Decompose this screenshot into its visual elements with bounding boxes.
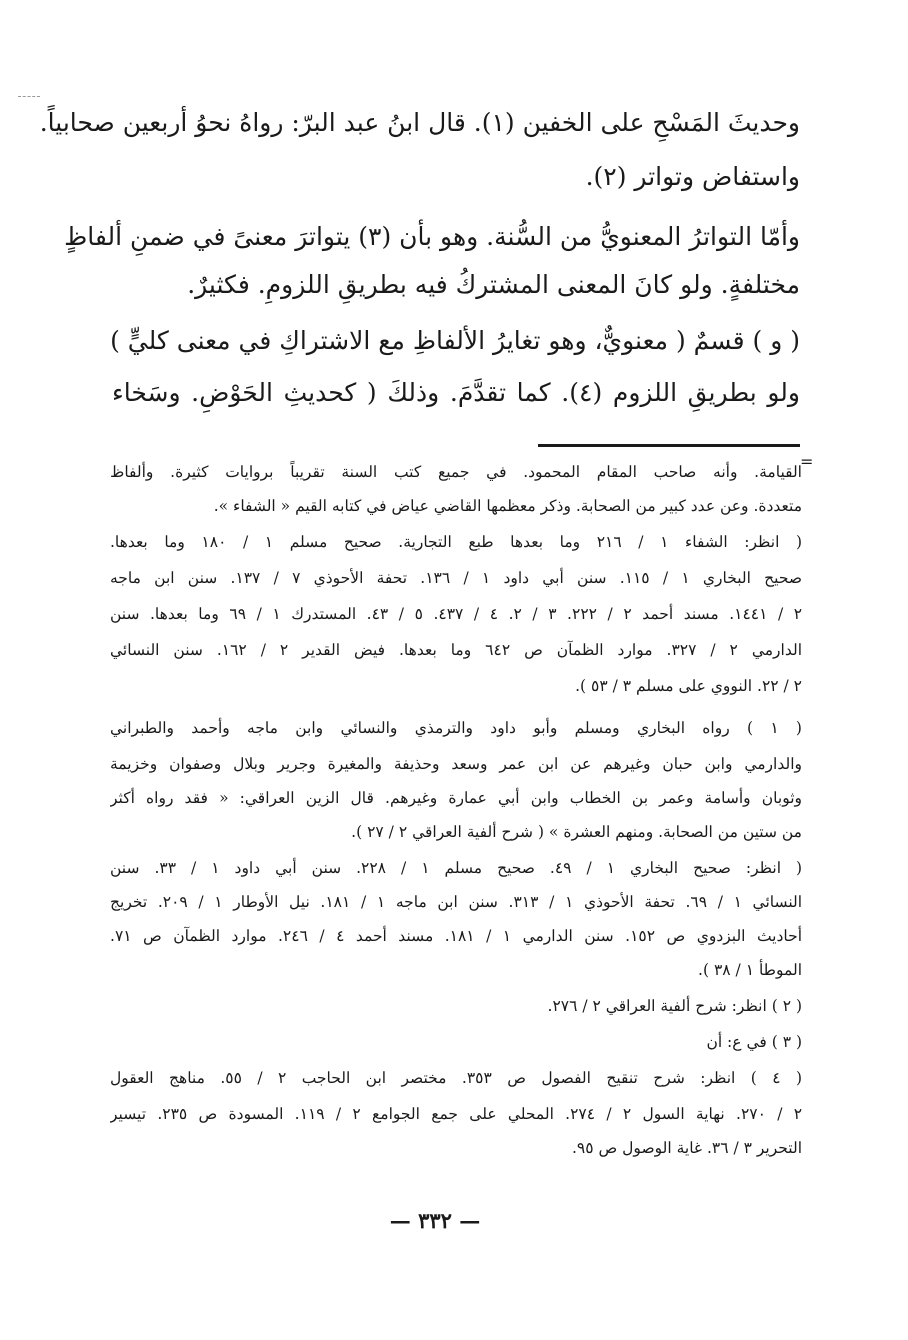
footnote-line: ( ٤ ) انظر: شرح تنقيح الفصول ص ٣٥٣. مختصر ابن الحاجب ٢ / ٥٥. مناهج العقول — [110, 1069, 802, 1087]
footnote-line: القيامة. وأنه صاحب المقام المحمود. في جميع كتب السنة تقريباً بروايات كثيرة. وألفاظ — [110, 463, 802, 481]
footnote-line: ( ٣ ) في ع: أن — [706, 1033, 802, 1051]
footnote-line: ٢ / ٢٢. النووي على مسلم ٣ / ٥٣ ). — [575, 677, 802, 695]
footnote-line: وثوبان وأسامة وعمر بن الخطاب وابن أبي عمارة وغيرهم. قال الزين العراقي: « فقد رواه أكثر — [110, 789, 802, 807]
footnote-continuation-mark: = — [800, 452, 814, 471]
footnote-line: صحيح البخاري ١ / ١١٥. سنن أبي داود ١ / ١٣٦. تحفة الأحوذي ٧ / ١٣٧. سنن ابن ماجه — [110, 569, 802, 587]
footnote-line: ( ١ ) رواه البخاري ومسلم وأبو داود والترمذي والنسائي وابن ماجه وأحمد والطبراني — [110, 719, 802, 737]
footnote-line: من ستين من الصحابة. ومنهم العشرة » ( شرح ألفية العراقي ٢ / ٢٧ ). — [351, 823, 802, 841]
footnote-line: متعددة. وعن عدد كبير من الصحابة. وذكر معظمها القاضي عياض في كتابه القيم « الشفاء ». — [213, 497, 802, 515]
footnote-line: ( انظر: الشفاء ١ / ٢١٦ وما بعدها طبع التجارية. صحيح مسلم ١ / ١٨٠ وما بعدها. — [110, 533, 802, 551]
body-line-4: مختلفةٍ. ولو كانَ المعنى المشتركُ فيه بطريقِ اللزومِ. فكثيرٌ. — [187, 270, 800, 299]
footnote-line: ٢ / ١٤٤١. مسند أحمد ٢ / ٢٢٢. ٣ / ٢. ٤ / ٤٣٧. ٥ / ٤٣. المستدرك ١ / ٦٩ وما بعدها. سنن — [110, 605, 802, 623]
footnote-line: والدارمي وابن حبان وغيرهم عن ابن عمر وسعد وحذيفة والمغيرة وجرير وبلال وصفوان وخزيمة — [110, 755, 802, 773]
body-line-1: وحديثَ المَسْحِ على الخفين (١). قال ابنُ عبد البرّ: رواهُ نحوُ أربعين صحابياً. — [39, 108, 800, 137]
footnote-line: النسائي ١ / ٦٩. تحفة الأحوذي ١ / ٣١٣. سنن ابن ماجه ١ / ١٨١. نيل الأوطار ١ / ٢٠٩. تخريج — [110, 893, 802, 911]
body-line-2: واستفاض وتواتر (٢). — [585, 162, 800, 191]
body-line-3: وأمّا التواترُ المعنويُّ من السُّنة. وهو بأن (٣) يتواترَ معنىً في ضمنِ ألفاظٍ — [64, 222, 800, 251]
footnote-line: ( انظر: صحيح البخاري ١ / ٤٩. صحيح مسلم ١ / ٢٢٨. سنن أبي داود ١ / ٣٣. سنن — [110, 859, 802, 877]
footnote-line: ٢ / ٢٧٠. نهاية السول ٢ / ٢٧٤. المحلي على جمع الجوامع ٢ / ١١٩. المسودة ص ٢٣٥. تيسير — [110, 1105, 802, 1123]
scan-mark — [18, 96, 40, 97]
footnote-line: ( ٢ ) انظر: شرح ألفية العراقي ٢ / ٢٧٦. — [547, 997, 802, 1015]
footnote-line: الدارمي ٢ / ٣٢٧. موارد الظمآن ص ٦٤٢ وما بعدها. فيض القدير ٢ / ١٦٢. سنن النسائي — [110, 641, 802, 659]
body-line-6: ولو بطريقِ اللزوم (٤). كما تقدَّمَ. وذلكَ ( كحديثِ الحَوْضِ. وسَخاء — [112, 378, 800, 407]
footnote-line: التحرير ٣ / ٣٦. غاية الوصول ص ٩٥. — [571, 1139, 802, 1157]
body-line-5: ( و ) قسمٌ ( معنويٌّ، وهو تغايرُ الألفاظِ مع الاشتراكِ في معنى كليٍّ ) — [110, 326, 800, 355]
footnote-line: الموطأ ١ / ٣٨ ). — [698, 961, 802, 979]
footnote-separator — [538, 444, 800, 447]
footnote-line: أحاديث البزدوي ص ١٥٢. سنن الدارمي ١ / ١٨١. مسند أحمد ٤ / ٢٤٦. موارد الظمآن ص ٧١. — [110, 927, 802, 945]
page-number: — ٣٣٢ — — [389, 1208, 481, 1233]
